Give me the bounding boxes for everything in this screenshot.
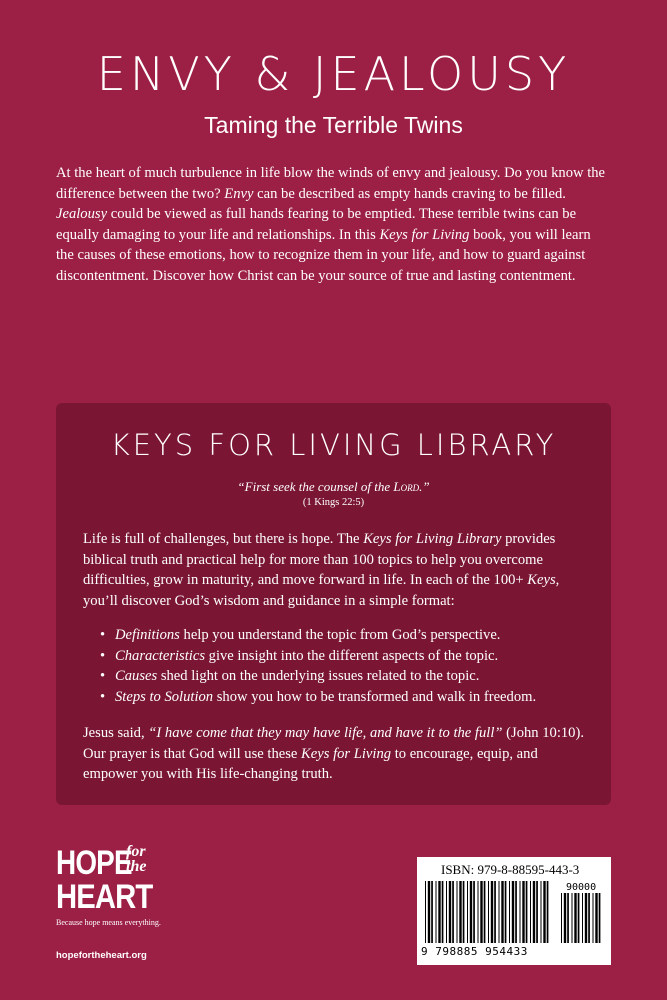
closing-paragraph: Jesus said, “I have come that they may have life, and have it to the full” (John 10:10). Our prayer is that God will use these Keys for Living to encourage, equip, and empower you with His life-changing truth. (83, 725, 584, 783)
jealousy-term: Jealousy (56, 206, 108, 223)
list-item: • Characteristics give insight into the different aspects of the topic. (100, 646, 590, 667)
back-cover-blurb: At the heart of much turbulence in life blow the winds of envy and jealousy. Do you know the difference between the two? Envy can be described as empty hands craving to be filled. Jealousy could be viewed as full hands fearing to be emptied. These terrible twins can be equally damaging to your life and relationships. In this Keys for Living book, you will learn the causes of these emotions, how to recognize them in your life, and how to guard against discontentment. Discover how Christ can be your source of true and lasting contentment. (56, 165, 606, 284)
bullet-icon: • (100, 688, 106, 705)
publisher-website: hopefortheheart.org (56, 950, 147, 961)
book-subtitle: Taming the Terrible Twins (204, 112, 463, 138)
bullet-icon: • (100, 647, 106, 664)
feature-list (100, 625, 590, 707)
envy-term: Envy (224, 185, 254, 202)
hope-for-the-heart-logo (56, 843, 196, 956)
scripture-quote: “First seek the counsel of the Lord.” (237, 479, 430, 494)
library-panel (56, 403, 611, 805)
series-name: Keys for Living (379, 226, 470, 243)
bullet-icon: • (100, 627, 106, 643)
library-intro: Life is full of challenges, but there is hope. The Keys for Living Library provides biblical truth and practical help for more than 100 topics to help you overcome difficulties, grow in maturity, and move forward in life. In each of the 100+ Keys, you’ll discover God’s wisdom and guidance in a simple format: (83, 531, 560, 609)
isbn-label: ISBN: 979-8-88595-443-3 (441, 862, 580, 877)
logo-hope-text: HOPE (56, 844, 132, 882)
list-item: • Steps to Solution show you how to be transformed and walk in freedom. (100, 687, 590, 708)
book-title: ENVY & JEALOUSY (96, 47, 571, 101)
barcode-addon: 90000 (566, 882, 597, 893)
bullet-icon: • (100, 668, 106, 685)
library-heading: KEYS FOR LIVING LIBRARY (110, 428, 557, 462)
logo-heart-text: HEART (56, 878, 153, 916)
logo-tagline: Because hope means everything. (56, 918, 161, 927)
logo-for-the-text: for the (126, 843, 147, 875)
list-item: • Definitions help you understand the topic from God’s perspective. (100, 625, 590, 646)
barcode-digits: 9 798885 954433 (421, 945, 528, 958)
isbn-barcode (417, 857, 611, 965)
list-item: • Causes shed light on the underlying issues related to the topic. (100, 666, 590, 687)
scripture-reference: (1 Kings 22:5) (302, 497, 365, 508)
barcode-icon (423, 881, 605, 943)
